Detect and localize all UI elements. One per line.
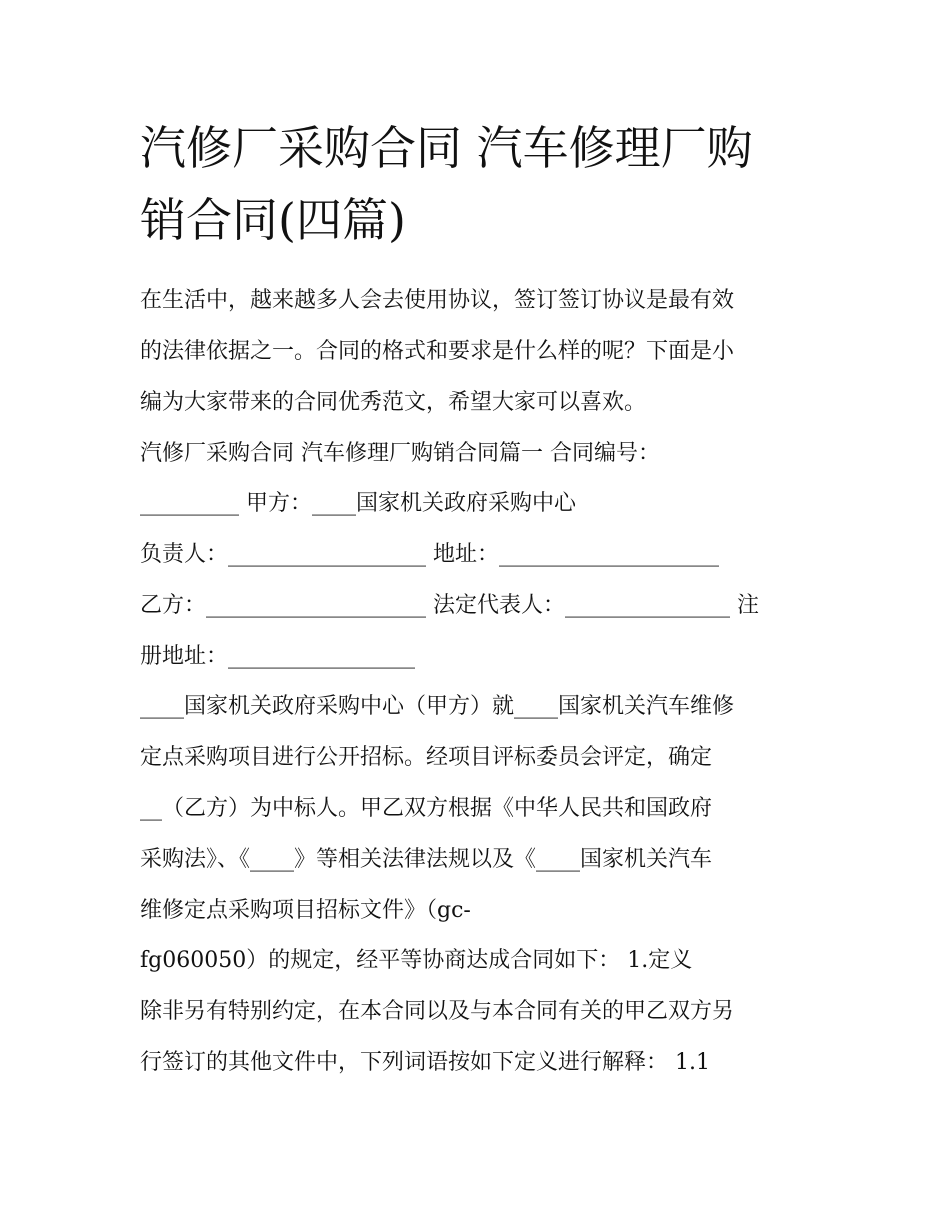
body-line: 汽修厂采购合同 汽车修理厂购销合同篇一 合同编号： — [140, 441, 660, 466]
body-line: 册地址：_________________ — [140, 644, 416, 669]
body-line: 的法律依据之一。合同的格式和要求是什么样的呢？下面是小 — [140, 339, 735, 364]
body-line: 定点采购项目进行公开招标。经项目评标委员会评定，确定 — [140, 745, 713, 770]
body-line: fg060050）的规定，经平等协商达成合同如下： 1.定义 — [140, 948, 693, 973]
body-line: 在生活中，越来越多人会去使用协议，签订签订协议是最有效 — [140, 288, 735, 313]
title-line: 汽修厂采购合同 汽车修理厂购 — [140, 121, 753, 175]
body-line: 编为大家带来的合同优秀范文，希望大家可以喜欢。 — [140, 390, 647, 415]
body-line: _________ 甲方：____国家机关政府采购中心 — [140, 491, 576, 516]
body-line: 乙方：____________________ 法定代表人：_______________ 注 — [140, 593, 759, 618]
body-line: 维修定点采购项目招标文件》（gc- — [140, 898, 471, 923]
document-title — [140, 112, 840, 256]
body-line: 采购法》、《____》等相关法律法规以及《____国家机关汽车 — [140, 847, 713, 872]
title-line: 销合同(四篇) — [140, 193, 406, 247]
body-line: 负责人：__________________ 地址：____________________ — [140, 542, 719, 567]
body-line: 行签订的其他文件中，下列词语按如下定义进行解释： 1.1 — [140, 1050, 710, 1075]
body-line: __（乙方）为中标人。甲乙双方根据《中华人民共和国政府 — [140, 796, 713, 821]
body-line: 除非另有特别约定，在本合同以及与本合同有关的甲乙双方另 — [140, 999, 735, 1024]
body-line: ____国家机关政府采购中心（甲方）就____国家机关汽车维修 — [140, 694, 735, 719]
